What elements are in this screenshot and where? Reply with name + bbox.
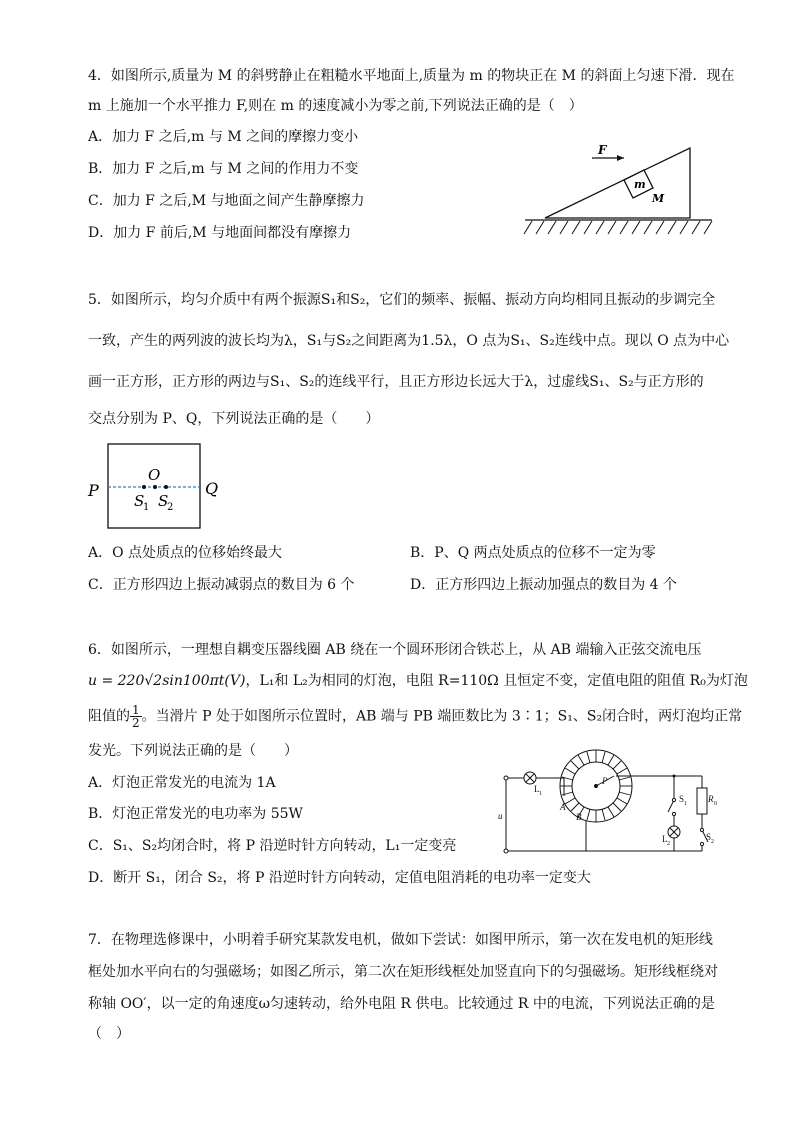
- label-P: P: [88, 481, 99, 500]
- q5-option-a: A．O 点处质点的位移始终最大: [88, 545, 283, 561]
- svg-text:0: 0: [714, 801, 717, 807]
- q4-stem-line1: 4．如图所示,质量为 M 的斜劈静止在粗糙水平地面上,质量为 m 的物块正在 M 的斜面上匀速下滑．现在: [88, 68, 735, 84]
- q6-line2: u = 220√2sin100πt(V)，L₁和 L₂为相同的灯泡，电阻 R=110Ω 且恒定不变，定值电阻的阻值 R₀为灯泡: [88, 673, 748, 689]
- q5-line1: 5．如图所示，均匀介质中有两个振源S₁和S₂，它们的频率、振幅、振动方向均相同且振动的步调完全: [88, 292, 716, 308]
- q4-option-a: A．加力 F 之后,m 与 M 之间的摩擦力变小: [88, 129, 359, 145]
- label-Q: Q: [205, 479, 219, 498]
- label-S2: S: [158, 492, 169, 510]
- q5-line2: 一致，产生的两列波的波长均为λ，S₁与S₂之间距离为1.5λ，O 点为S₁、S₂连线中点。现以 O 点为中心: [88, 333, 730, 349]
- svg-text:2: 2: [711, 839, 714, 845]
- label-S1: S: [134, 492, 145, 510]
- q5-square-figure: [86, 440, 226, 532]
- label-O: O: [148, 466, 161, 484]
- label-A: A: [560, 802, 566, 812]
- q6-option-c: C．S₁、S₂均闭合时，将 P 沿逆时针方向转动，L₁一定变亮: [88, 838, 457, 854]
- svg-text:2: 2: [667, 841, 670, 847]
- q4-option-d: D．加力 F 前后,M 与地面间都没有摩擦力: [88, 225, 352, 241]
- q5-option-c: C．正方形四边上振动减弱点的数目为 6 个: [88, 577, 355, 593]
- q6-option-a: A．灯泡正常发光的电流为 1A: [88, 775, 276, 791]
- q6-option-b: B．灯泡正常发光的电功率为 55W: [88, 806, 303, 822]
- label-M: M: [652, 192, 665, 205]
- q6-option-d: D．断开 S₁，闭合 S₂，将 P 沿逆时针方向转动，定值电阻消耗的电功率一定变大: [88, 870, 591, 886]
- label-m: m: [634, 178, 646, 191]
- q4-incline-figure: [520, 138, 715, 240]
- q5-option-d: D．正方形四边上振动加强点的数目为 4 个: [410, 577, 678, 593]
- svg-text:1: 1: [143, 502, 150, 513]
- q6-voltage-formula: u = 220√2sin100πt(V): [88, 673, 246, 689]
- q5-option-b: B．P、Q 两点处质点的位移不一定为零: [410, 545, 656, 561]
- q4-option-c: C．加力 F 之后,M 与地面之间产生静摩擦力: [88, 193, 365, 209]
- q7-line2: 框处加水平向右的匀强磁场；如图乙所示，第二次在矩形线框处加竖直向下的匀强磁场。矩形线框绕对: [88, 964, 718, 980]
- q6-line4: 发光。下列说法正确的是（ ）: [88, 743, 298, 759]
- label-u: u: [498, 811, 503, 821]
- q4-option-b: B．加力 F 之后,m 与 M 之间的作用力不变: [88, 161, 359, 177]
- svg-text:1: 1: [684, 801, 687, 807]
- q7-line4: （ ）: [88, 1026, 130, 1042]
- q6-line3: 阻值的 $\frac{1}{2}$ 。当滑片 P 处于如图所示位置时，AB 端与 PB 端匝数比为 3∶1；S₁、S₂闭合时，两灯泡均正常: [88, 703, 743, 730]
- q7-line3: 称轴 OO′，以一定的角速度ω匀速转动，给外电阻 R 供电。比较通过 R 中的电流，下列说法正确的是: [88, 996, 715, 1012]
- label-F: F: [598, 143, 607, 157]
- q6-line1: 6．如图所示，一理想自耦变压器线圈 AB 绕在一个圆环形闭合铁芯上，从 AB 端输入正弦交流电压: [88, 642, 702, 658]
- label-L2: L: [662, 834, 668, 844]
- label-S2: S: [706, 832, 712, 842]
- label-S1: S: [679, 794, 685, 804]
- q4-stem-line2: m 上施加一个水平推力 F,则在 m 的速度减小为零之前,下列说法正确的是（ ）: [88, 98, 583, 114]
- svg-text:2: 2: [167, 502, 174, 513]
- label-L1: L: [534, 784, 540, 794]
- q7-line1: 7．在物理选修课中，小明着手研究某款发电机，做如下尝试：如图甲所示，第一次在发电机的矩形线: [88, 932, 713, 948]
- q5-line4: 交点分别为 P、Q，下列说法正确的是（ ）: [88, 411, 380, 427]
- q6-circuit-figure: [494, 738, 724, 860]
- label-P: P: [602, 776, 608, 786]
- svg-text:1: 1: [539, 791, 542, 797]
- q5-line3: 画一正方形，正方形的两边与S₁、S₂的连线平行，且正方形边长远大于λ，过虚线S₁、S₂与正方形的: [88, 374, 704, 390]
- q6-fraction: $\frac{1}{2}$: [132, 703, 140, 730]
- label-B: B: [576, 812, 582, 822]
- label-R0: R: [708, 794, 714, 804]
- ground-hatch: [524, 221, 712, 234]
